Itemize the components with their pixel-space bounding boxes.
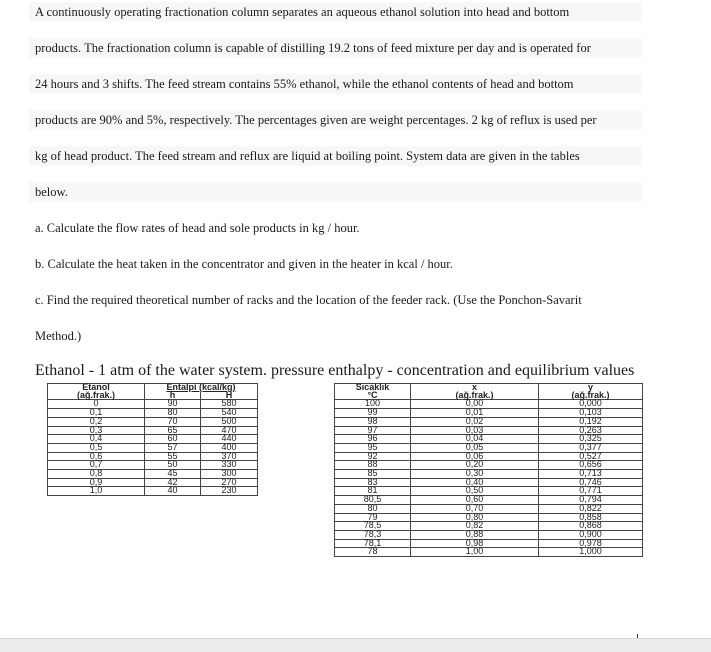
table-cell: 95 (335, 443, 411, 452)
table-cell: 230 (201, 487, 258, 496)
sicaklik-unit-header: °C (335, 392, 411, 400)
table-cell: 40 (145, 487, 201, 496)
table-cell: 400 (201, 443, 258, 452)
table-cell: 42 (145, 478, 201, 487)
y-unit-header: (ağ.frak.) (539, 392, 643, 400)
table-cell: 0,98 (411, 539, 539, 548)
table-cell: 45 (145, 470, 201, 479)
table-cell: 1,00 (411, 548, 539, 557)
table-cell: 500 (201, 417, 258, 426)
table-cell: 50 (145, 461, 201, 470)
table-cell: 78 (335, 548, 411, 557)
table-cell: 79 (335, 513, 411, 522)
table-cell: 0,713 (539, 470, 643, 479)
table-cell: 96 (335, 435, 411, 444)
table-cell: 0,794 (539, 496, 643, 505)
table-cell: 0,82 (411, 522, 539, 531)
table-cell: 99 (335, 409, 411, 418)
table-cell: 0,30 (411, 470, 539, 479)
y-header: y (539, 384, 643, 392)
table-cell: 0,822 (539, 504, 643, 513)
table-cell: 0,868 (539, 522, 643, 531)
table-cell: 92 (335, 452, 411, 461)
table-cell: 0,9 (48, 478, 145, 487)
table-cell: 0,88 (411, 530, 539, 539)
table-cell: 100 (335, 400, 411, 409)
table-cell: 370 (201, 452, 258, 461)
x-unit-header: (ağ.frak.) (411, 392, 539, 400)
table-cell: 90 (145, 400, 201, 409)
enthalpy-table (47, 383, 258, 496)
table-cell: 83 (335, 478, 411, 487)
table-cell: 1,000 (539, 548, 643, 557)
table-cell: 0,6 (48, 452, 145, 461)
table-cell: 0,03 (411, 426, 539, 435)
table-cell: 98 (335, 417, 411, 426)
table-cell: 55 (145, 452, 201, 461)
table-caption: Ethanol - 1 atm of the water system. pressure enthalpy - concentration and equilibrium values (35, 362, 635, 379)
table-cell: 0,1 (48, 409, 145, 418)
table-cell: 0,5 (48, 443, 145, 452)
table-cell: 440 (201, 435, 258, 444)
equilibrium-table (334, 383, 643, 557)
table-cell: 0,000 (539, 400, 643, 409)
paragraph-line: kg of head product. The feed stream and reflux are liquid at boiling point. System data are given in the tables (29, 146, 642, 166)
table-cell: 580 (201, 400, 258, 409)
table-cell: 0,01 (411, 409, 539, 418)
table-cell: 0,771 (539, 487, 643, 496)
page-bottom-bar (0, 638, 711, 652)
table-cell: 0,746 (539, 478, 643, 487)
table-cell: 0,858 (539, 513, 643, 522)
table-cell: 78,1 (335, 539, 411, 548)
table-cell: 97 (335, 426, 411, 435)
table-cell: 0,900 (539, 530, 643, 539)
table-cell: 0,80 (411, 513, 539, 522)
table-cell: 270 (201, 478, 258, 487)
x-header: x (411, 384, 539, 392)
sicaklik-header: Sıcaklık (335, 384, 411, 392)
table-cell: 80 (335, 504, 411, 513)
table-cell: 80 (145, 409, 201, 418)
table-cell: 0,60 (411, 496, 539, 505)
table-cell: 88 (335, 461, 411, 470)
question-c-continued: Method.) (35, 329, 82, 343)
table-cell: 0,192 (539, 417, 643, 426)
etanol-unit-header: (ağ.frak.) (48, 392, 145, 400)
paragraph-line: below. (29, 182, 642, 202)
table-cell: 0,04 (411, 435, 539, 444)
table-cell: 540 (201, 409, 258, 418)
table-cell: 330 (201, 461, 258, 470)
table-cell: 60 (145, 435, 201, 444)
table-cell: 300 (201, 470, 258, 479)
paragraph-line: 24 hours and 3 shifts. The feed stream contains 55% ethanol, while the ethanol contents of head and bottom (29, 74, 642, 94)
table-cell: 0 (48, 400, 145, 409)
table-cell: 85 (335, 470, 411, 479)
table-cell: 0,4 (48, 435, 145, 444)
question-b: b. Calculate the heat taken in the concentrator and given in the heater in kcal / hour. (35, 257, 453, 271)
question-c: c. Find the required theoretical number of racks and the location of the feeder rack. (Use the Ponchon-Savarit (35, 293, 582, 307)
table-cell: 0,8 (48, 470, 145, 479)
table-cell: 0,978 (539, 539, 643, 548)
table-cell: 0,06 (411, 452, 539, 461)
table-cell: 0,527 (539, 452, 643, 461)
paragraph-line: A continuously operating fractionation column separates an aqueous ethanol solution into head and bottom (29, 2, 642, 22)
table-row (48, 487, 258, 496)
table-cell: 0,263 (539, 426, 643, 435)
table-cell: 0,50 (411, 487, 539, 496)
table-cell: 0,103 (539, 409, 643, 418)
table-cell: 0,40 (411, 478, 539, 487)
table-cell: 0,05 (411, 443, 539, 452)
table-cell: 0,70 (411, 504, 539, 513)
etanol-header: Etanol (48, 384, 145, 392)
table-cell: 57 (145, 443, 201, 452)
question-a: a. Calculate the flow rates of head and sole products in kg / hour. (35, 221, 360, 235)
table-cell: 70 (145, 417, 201, 426)
table-cell: 0,20 (411, 461, 539, 470)
table-cell: 1,0 (48, 487, 145, 496)
table-cell: 0,377 (539, 443, 643, 452)
paragraph-line: products are 90% and 5%, respectively. The percentages given are weight percentages. 2 kg of reflux is used per (29, 110, 642, 130)
table-cell: 81 (335, 487, 411, 496)
table-cell: 0,2 (48, 417, 145, 426)
table-row (335, 548, 643, 557)
H-header: H (201, 392, 258, 400)
table-cell: 78,5 (335, 522, 411, 531)
table-cell: 0,02 (411, 417, 539, 426)
h-header: h (145, 392, 201, 400)
table-cell: 80,5 (335, 496, 411, 505)
table-cell: 65 (145, 426, 201, 435)
entalpi-header: Entalpi (kcal/kg) (145, 384, 258, 392)
table-cell: 0,325 (539, 435, 643, 444)
table-cell: 78,3 (335, 530, 411, 539)
table-cell: 0,656 (539, 461, 643, 470)
paragraph-line: products. The fractionation column is capable of distilling 19.2 tons of feed mixture per day and is operated for (29, 38, 642, 58)
table-cell: 0,7 (48, 461, 145, 470)
table-cell: 0,00 (411, 400, 539, 409)
table-cell: 470 (201, 426, 258, 435)
table-cell: 0,3 (48, 426, 145, 435)
